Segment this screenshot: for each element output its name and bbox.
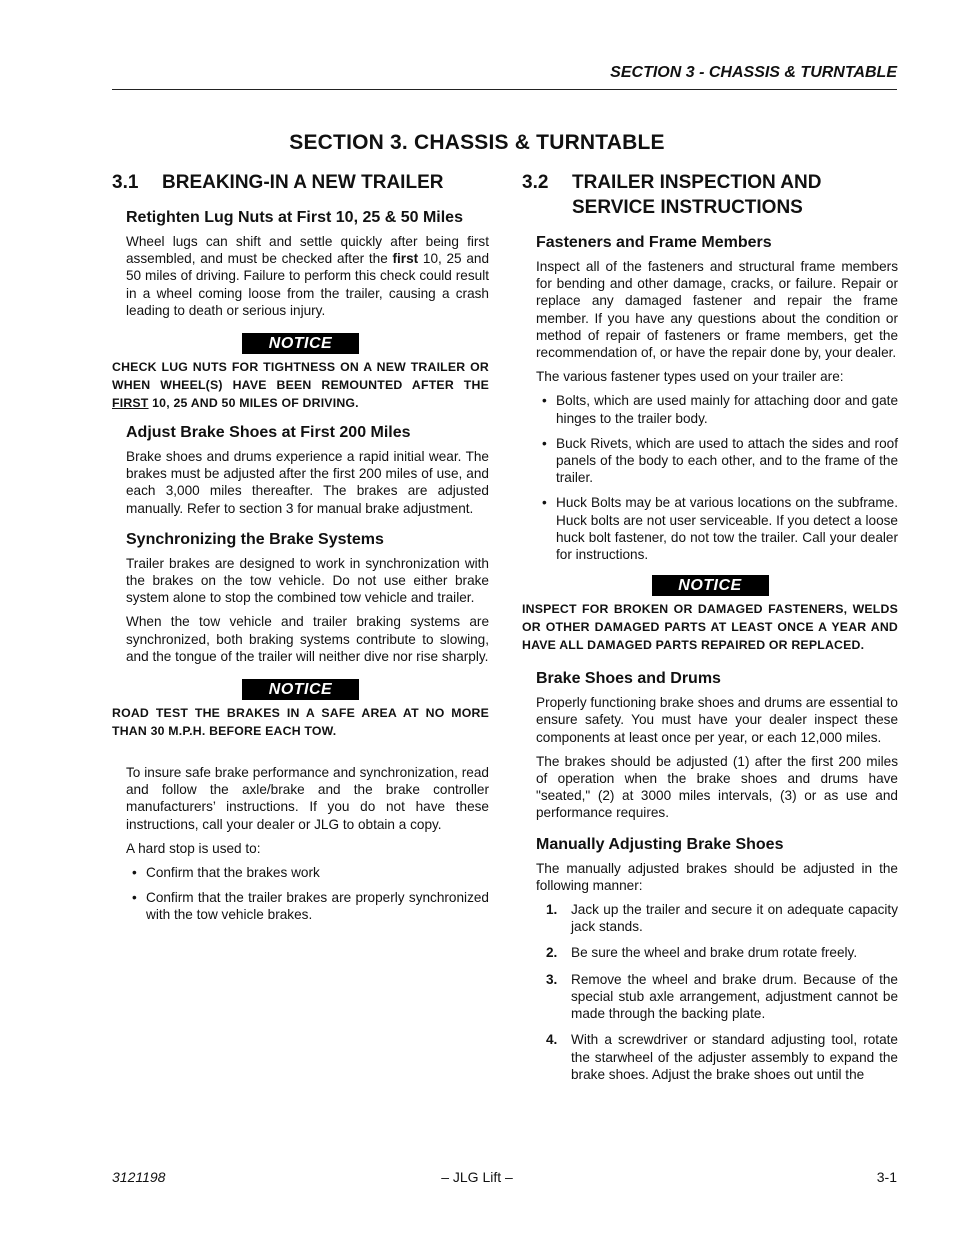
footer-center: – JLG Lift – [441,1169,513,1185]
step-number: 1. [546,902,558,918]
notice-badge: NOTICE [652,575,769,596]
list-item [536,971,898,1023]
brake-adjust-paragraph: Brake shoes and drums experience a rapid initial wear. The brakes must be adjusted after the first 200 miles of use, and each 3,000 miles thereafter. The brakes are adjusted manually. Refer to section 3 for manual brake adjustment. [126,449,489,516]
notice-text: INSPECT FOR BROKEN OR DAMAGED FASTENERS, WELDS OR OTHER DAMAGED PARTS AT LEAST ONCE A YEAR AND HAVE ALL DAMAGED PARTS REPAIRED OR REPLACED. [522,602,898,653]
left-column [112,170,489,932]
subheading-drums: Brake Shoes and Drums [536,670,721,688]
text-run: 10, 25 and 50 miles of driving. Failure to perform this check could result in a wheel coming loose from the trailer, causing a crash leading to death or serious injury. [126,251,489,318]
subheading-lug-nuts: Retighten Lug Nuts at First 10, 25 & 50 Miles [126,209,463,226]
step-text: Jack up the trailer and secure it on adequate capacity jack stands. [571,902,898,935]
sync-paragraph-1: Trailer brakes are designed to work in synchronization with the brakes on the tow vehicle. Do not use either brake system alone to stop the combined tow vehicle and trailer. [126,555,489,606]
list-item [536,435,898,487]
section-title: TRAILER INSPECTION AND SERVICE INSTRUCTIONS [572,172,822,218]
notice-badge-wrap [112,333,489,354]
underlined-run: FIRST [112,396,149,411]
step-text: With a screwdriver or standard adjusting tool, rotate the starwheel of the adjuster assembly to expand the brake shoes. Adjust the brake shoes out until the [571,1032,898,1082]
list-item [536,392,898,426]
notice-text [112,358,489,412]
bullet-icon: • [542,495,547,511]
drums-block [522,670,898,821]
list-item-text: Huck Bolts may be at various locations on the subframe. Huck bolts are not user serviceable. If you detect a loose huck bolt fastener, do not tow the trailer. Call your dealer for instructions. [556,495,898,563]
list-item [536,494,898,563]
footer-doc-number: 3121198 [112,1169,166,1185]
text-run: CHECK LUG NUTS FOR TIGHTNESS ON A NEW TRAILER OR WHEN WHEEL(S) HAVE BEEN REMOUNTED AFTER THE [112,360,489,393]
list-item [126,889,489,923]
list-item [126,864,489,881]
bullet-icon: • [132,865,137,881]
subheading-sync: Synchronizing the Brake Systems [126,530,384,548]
drums-paragraph-2: The brakes should be adjusted (1) after the first 200 miles of operation when the brake shoes and drums have "seated," (2) at 3000 miles intervals, (3) or as use and performance requires. [536,753,898,821]
running-header: SECTION 3 - CHASSIS & TURNTABLE [610,64,897,81]
section-number: 3.1 [112,172,139,193]
hard-stop-list [126,864,489,924]
bullet-icon: • [542,393,547,409]
list-item [536,901,898,935]
bullet-icon: • [542,435,547,451]
controller-paragraph: To insure safe brake performance and synchronization, read and follow the axle/brake and the brake controller manufacturers’ instructions. If you do not have these instructions, call your dealer or JLG to obtain a copy. [126,765,489,832]
header-rule [112,89,897,90]
drums-paragraph-1: Properly functioning brake shoes and drums are essential to ensure safety. You must have your dealer inspect these components at least once per year, or each 12,000 miles. [536,695,898,745]
page-title: SECTION 3. CHASSIS & TURNTABLE [289,131,665,154]
list-item-text: Confirm that the trailer brakes are properly synchronized with the tow vehicle brakes. [146,890,489,923]
list-item-text: Confirm that the brakes work [146,865,320,881]
subheading-fasteners: Fasteners and Frame Members [536,234,772,251]
fasteners-paragraph: Inspect all of the fasteners and structural frame members for bending and other damage, cracks, or failure. Repair or replace any damaged fastener and repair the frame member. If you have any questions about the condition or method of repair of fasteners or frame members, get the recommendation of, or have the repair done by, your dealer. [536,259,898,361]
brake-adjust-block [112,424,489,517]
hard-stop-paragraph: A hard stop is used to: [126,840,261,856]
step-text: Remove the wheel and brake drum. Because of the special stub axle arrangement, adjustment cannot be made through the backing plate. [571,971,898,1022]
manual-adjust-steps [536,901,898,1083]
notice-badge: NOTICE [242,333,359,354]
subheading-adjust-brake: Adjust Brake Shoes at First 200 Miles [126,424,411,442]
manual-adjust-intro: The manually adjusted brakes should be adjusted in the following manner: [536,860,898,893]
section-title: BREAKING-IN A NEW TRAILER [162,172,444,193]
notice-badge-wrap [112,679,489,700]
bold-run: first [392,251,419,267]
text-run: Wheel lugs can shift and settle quickly after being first assembled, and must be checked after the [126,234,489,267]
fastener-types-list [536,392,898,563]
section-heading-3-1 [112,170,489,195]
lug-nuts-paragraph [126,233,489,319]
bullet-icon: • [132,890,137,906]
section-number: 3.2 [522,172,549,193]
notice-text: ROAD TEST THE BRAKES IN A SAFE AREA AT NO MORE THAN 30 M.P.H. BEFORE EACH TOW. [112,706,489,739]
lug-nuts-block [112,209,489,319]
notice-badge-wrap [522,575,898,596]
subheading-manual-adjust: Manually Adjusting Brake Shoes [536,835,784,853]
notice-badge: NOTICE [242,679,359,700]
right-column [522,170,898,1092]
sync-block [112,531,489,665]
step-number: 4. [546,1032,558,1048]
list-item-text: Buck Rivets, which are used to attach the sides and roof panels of the body to each other, and to the frame of the trailer. [556,435,898,486]
sync-paragraph-2: When the tow vehicle and trailer braking systems are synchronized, both braking systems contribute to slowing, and the tongue of the trailer will neither dive nor rise sharply. [126,614,489,664]
fastener-types-intro: The various fastener types used on your trailer are: [536,369,844,385]
step-number: 3. [546,971,558,987]
step-number: 2. [546,945,558,961]
list-item-text: Bolts, which are used mainly for attaching door and gate hinges to the trailer body. [556,393,898,426]
step-text: Be sure the wheel and brake drum rotate freely. [571,945,858,961]
list-item [536,944,898,961]
list-item [536,1031,898,1083]
section-heading-3-2 [522,170,898,220]
footer-page-number: 3-1 [876,1169,897,1185]
text-run: 10, 25 AND 50 MILES OF DRIVING. [148,396,359,411]
